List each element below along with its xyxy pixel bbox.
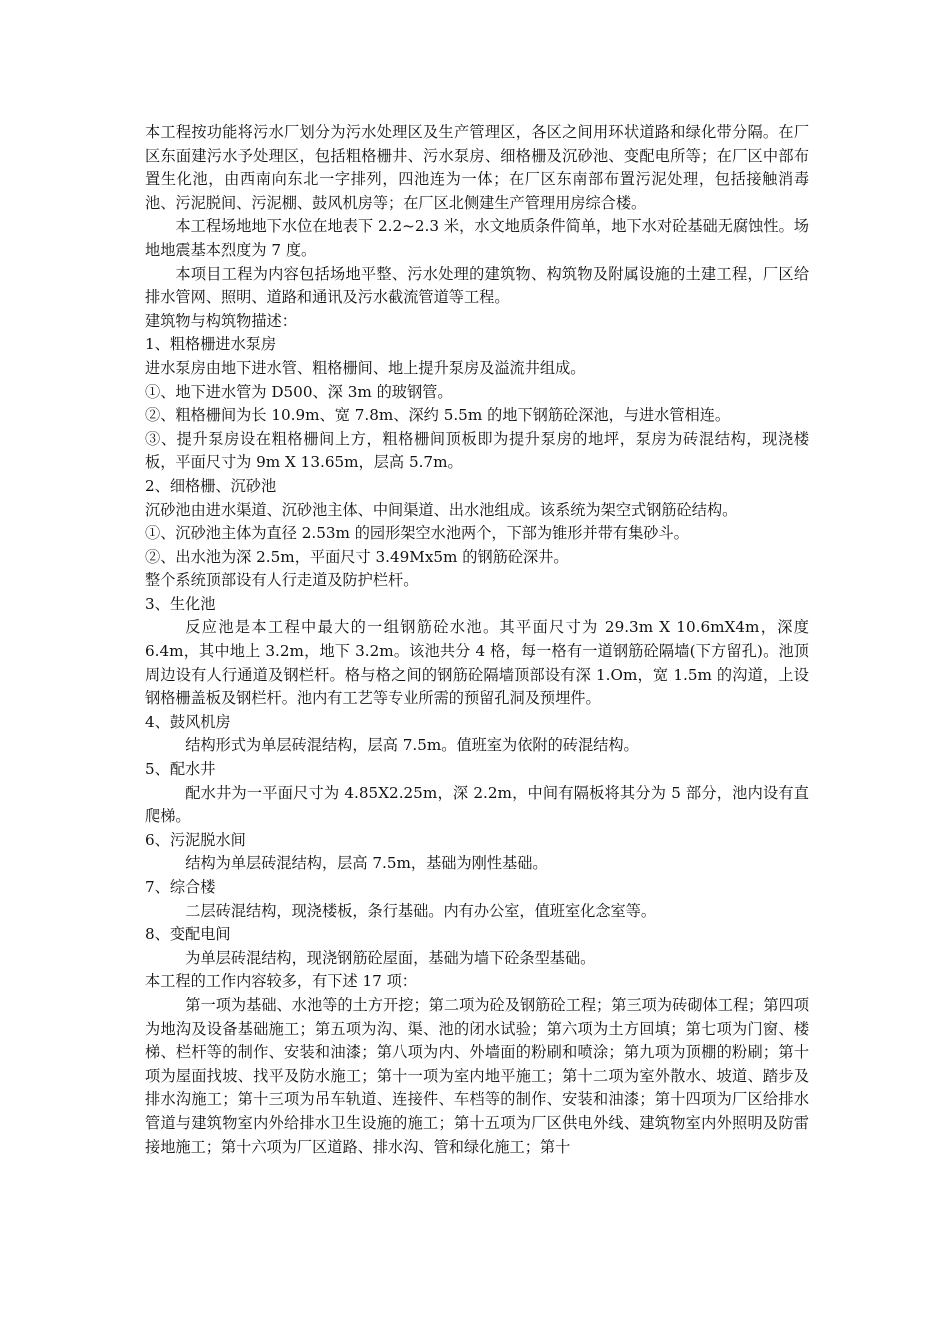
- paragraph: 配水井为一平面尺寸为 4.85X2.25m，深 2.2m，中间有隔板将其分为 5 部分，池内设有直爬梯。: [145, 783, 809, 826]
- document-body: [145, 121, 809, 1159]
- section-heading: 建筑物与构筑物描述：: [145, 311, 297, 330]
- list-item: ②、出水池为深 2.5m，平面尺寸 3.49Mx5m 的钢筋砼深井。: [145, 547, 569, 566]
- paragraph-scope: 本项目工程为内容包括场地平整、污水处理的建筑物、构筑物及附属设施的土建工程，厂区给排水管网、照明、道路和通讯及污水截流管道等工程。: [145, 264, 809, 307]
- paragraph-work-items: 第一项为基础、水池等的土方开挖；第二项为砼及钢筋砼工程；第三项为砖砌体工程；第四项为地沟及设备基础施工；第五项为沟、渠、池的闭水试验；第六项为土方回填；第七项为门窗、楼梯、栏杆等的制作、安装和油漆；第八项为内、外墙面的粉刷和喷涂；第九项为顶棚的粉刷；第十项为屋面找坡、找平及防水施工；第十一项为室内地平施工；第十二项为室外散水、坡道、踏步及排水沟施工；第十三项为吊车轨道、连接件、车档等的制作、安装和油漆；第十四项为厂区给排水管道与建筑物室内外给排水卫生设施的施工；第十五项为厂区供电外线、建筑物室内外照明及防雷接地施工；第十六项为厂区道路、排水沟、管和绿化施工；第十: [145, 995, 809, 1156]
- paragraph-intro: 本工程按功能将污水厂划分为污水处理区及生产管理区，各区之间用环状道路和绿化带分隔。在厂区东面建污水予处理区，包括粗格栅井、污水泵房、细格栅及沉砂池、变配电所等；在厂区中部布置生化池，由西南向东北一字排列，四池连为一体；在厂区东南部布置污泥处理，包括接触消毒池、污泥脱间、污泥棚、鼓风机房等；在厂区北侧建生产管理用房综合楼。: [145, 123, 809, 212]
- paragraph: 进水泵房由地下进水管、粗格栅间、地上提升泵房及溢流井组成。: [145, 358, 586, 377]
- item-heading-8: 8、变配电间: [145, 925, 231, 944]
- item-heading-3: 3、生化池: [145, 594, 216, 613]
- item-heading-1: 1、粗格栅进水泵房: [145, 335, 277, 354]
- paragraph: 结构为单层砖混结构，层高 7.5m，基础为刚性基础。: [185, 854, 548, 873]
- list-item: ③、提升泵房设在粗格栅间上方，粗格栅间顶板即为提升泵房的地坪，泵房为砖混结构，现浇楼板，平面尺寸为 9m X 13.65m，层高 5.7m。: [145, 429, 809, 472]
- list-item: ①、沉砂池主体为直径 2.53m 的园形架空水池两个，下部为锥形并带有集砂斗。: [145, 524, 689, 543]
- paragraph-work-summary: 本工程的工作内容较多，有下述 17 项：: [145, 972, 417, 991]
- paragraph: 沉砂池由进水渠道、沉砂池主体、中间渠道、出水池组成。该系统为架空式钢筋砼结构。: [145, 500, 738, 519]
- paragraph: 结构形式为单层砖混结构，层高 7.5m。值班室为依附的砖混结构。: [185, 736, 639, 755]
- list-item: ①、地下进水管为 D500、深 3m 的玻钢管。: [145, 382, 453, 401]
- list-item: ②、粗格栅间为长 10.9m、宽 7.8m、深约 5.5m 的地下钢筋砼深池，与进水管相连。: [145, 406, 731, 425]
- paragraph-groundwater: 本工程场地地下水位在地表下 2.2~2.3 米，水文地质条件简单，地下水对砼基础无腐蚀性。场地地震基本烈度为 7 度。: [145, 217, 809, 259]
- paragraph: 整个系统顶部设有人行走道及防护栏杆。: [145, 571, 419, 590]
- paragraph: 反应池是本工程中最大的一组钢筋砼水池。其平面尺寸为 29.3m X 10.6mX4m，深度 6.4m，其中地上 3.2m，地下 3.2m。该池共分 4 格，每一格有一道钢筋砼隔墙(下方留孔)。池顶周边设有人行通道及钢栏杆。格与格之间的钢筋砼隔墙顶部设有深 1.Om，宽 1.5m 的沟道，上设钢格栅盖板及钢栏杆。池内有工艺等专业所需的预留孔洞及预埋件。: [145, 618, 809, 708]
- paragraph: 二层砖混结构，现浇楼板，条行基础。内有办公室，值班室化念室等。: [185, 901, 657, 920]
- item-heading-5: 5、配水井: [145, 760, 216, 779]
- item-heading-4: 4、鼓风机房: [145, 712, 231, 731]
- item-heading-7: 7、综合楼: [145, 878, 216, 896]
- paragraph: 为单层砖混结构，现浇钢筋砼屋面，基础为墙下砼条型基础。: [185, 948, 596, 967]
- item-heading-2: 2、细格栅、沉砂池: [145, 476, 277, 495]
- item-heading-6: 6、污泥脱水间: [145, 830, 246, 849]
